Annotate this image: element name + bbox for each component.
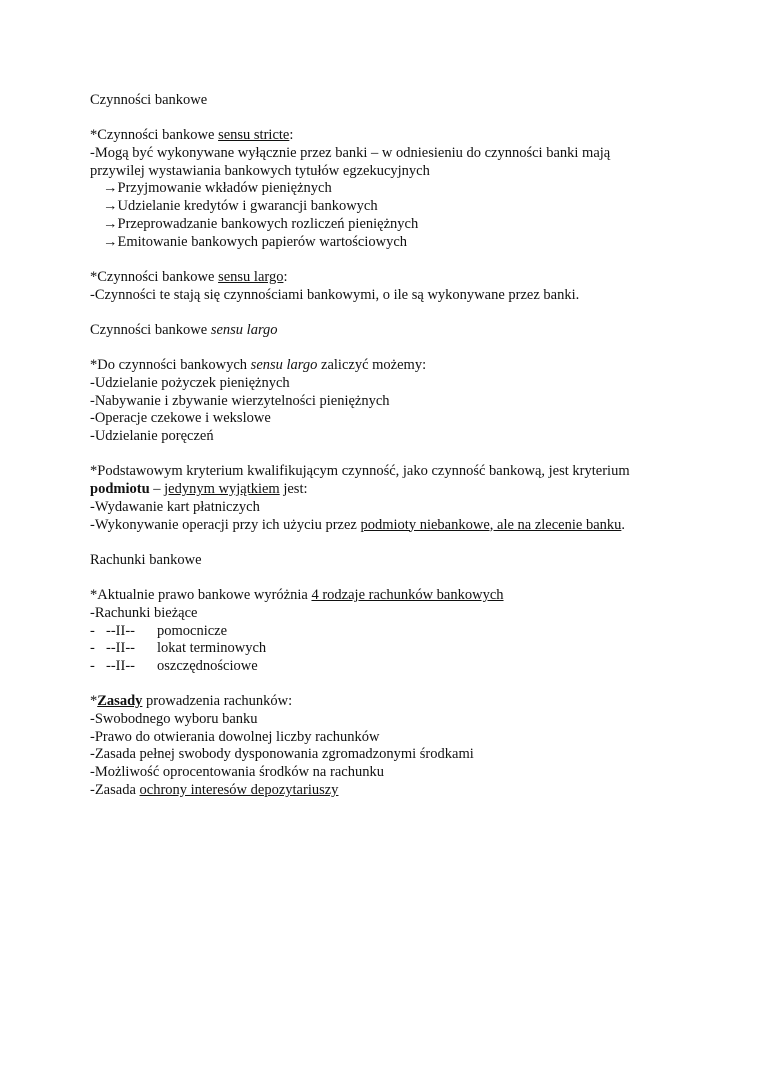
arrow-icon: → [103, 215, 118, 232]
arrow-list-item: →Udzielanie kredytów i gwarancji bankowych [103, 198, 378, 215]
list-item: -Swobodnego wyboru banku [90, 711, 258, 728]
list-item: -Nabywanie i zbywanie wierzytelności pieniężnych [90, 392, 390, 409]
section-title: Czynności bankowe sensu largo [90, 321, 278, 338]
list-item: -Operacje czekowe i wekslowe [90, 410, 271, 427]
criterion-paragraph: podmiotu – jedynym wyjątkiem jest: [90, 481, 308, 498]
section-title: Czynności bankowe [90, 92, 208, 108]
list-item: -Prawo do otwierania dowolnej liczby rachunków [90, 728, 380, 745]
ditto-list-item: - --II-- lokat terminowych [90, 640, 267, 657]
largo-heading: *Czynności bankowe sensu largo: [90, 268, 288, 285]
stricte-description-line: -Mogą być wykonywane wyłącznie przez banki – w odniesieniu do czynności banki mają [90, 145, 611, 162]
section-title: Rachunki bankowe [90, 551, 202, 568]
arrow-icon: → [103, 233, 118, 250]
arrow-list-item: →Przyjmowanie wkładów pieniężnych [103, 180, 332, 197]
ditto-list-item: - --II-- oszczędnościowe [90, 658, 258, 674]
list-item: -Rachunki bieżące [90, 604, 198, 621]
largo-list-heading: *Do czynności bankowych sensu largo zaliczyć możemy: [90, 357, 427, 374]
principles-heading: *Zasady prowadzenia rachunków: [90, 693, 293, 710]
criterion-paragraph: *Podstawowym kryterium kwalifikującym czynność, jako czynność bankową, jest kryterium [90, 463, 630, 480]
arrow-icon: → [103, 180, 118, 197]
stricte-description-line: przywilej wystawiania bankowych tytułów egzekucyjnych [90, 162, 430, 179]
ditto-list-item: - --II-- pomocnicze [90, 622, 228, 639]
arrow-icon: → [103, 198, 118, 215]
largo-description: -Czynności te stają się czynnościami bankowymi, o ile są wykonywane przez banki. [90, 286, 580, 303]
accounts-heading: *Aktualnie prawo bankowe wyróżnia 4 rodzaje rachunków bankowych [90, 587, 504, 604]
arrow-list-item: →Emitowanie bankowych papierów wartościowych [103, 233, 408, 250]
list-item: -Udzielanie poręczeń [90, 428, 214, 445]
list-item: -Wykonywanie operacji przy ich użyciu przez podmioty niebankowe, ale na zlecenie banku. [90, 516, 626, 533]
list-item: -Wydawanie kart płatniczych [90, 498, 260, 515]
arrow-list-item: →Przeprowadzanie bankowych rozliczeń pieniężnych [103, 215, 419, 232]
list-item: -Zasada ochrony interesów depozytariuszy [90, 781, 339, 798]
list-item: -Udzielanie pożyczek pieniężnych [90, 375, 290, 391]
stricte-heading: *Czynności bankowe sensu stricte: [90, 127, 294, 144]
list-item: -Możliwość oprocentowania środków na rachunku [90, 764, 384, 781]
document-page [90, 92, 710, 800]
list-item: -Zasada pełnej swobody dysponowania zgromadzonymi środkami [90, 746, 474, 763]
